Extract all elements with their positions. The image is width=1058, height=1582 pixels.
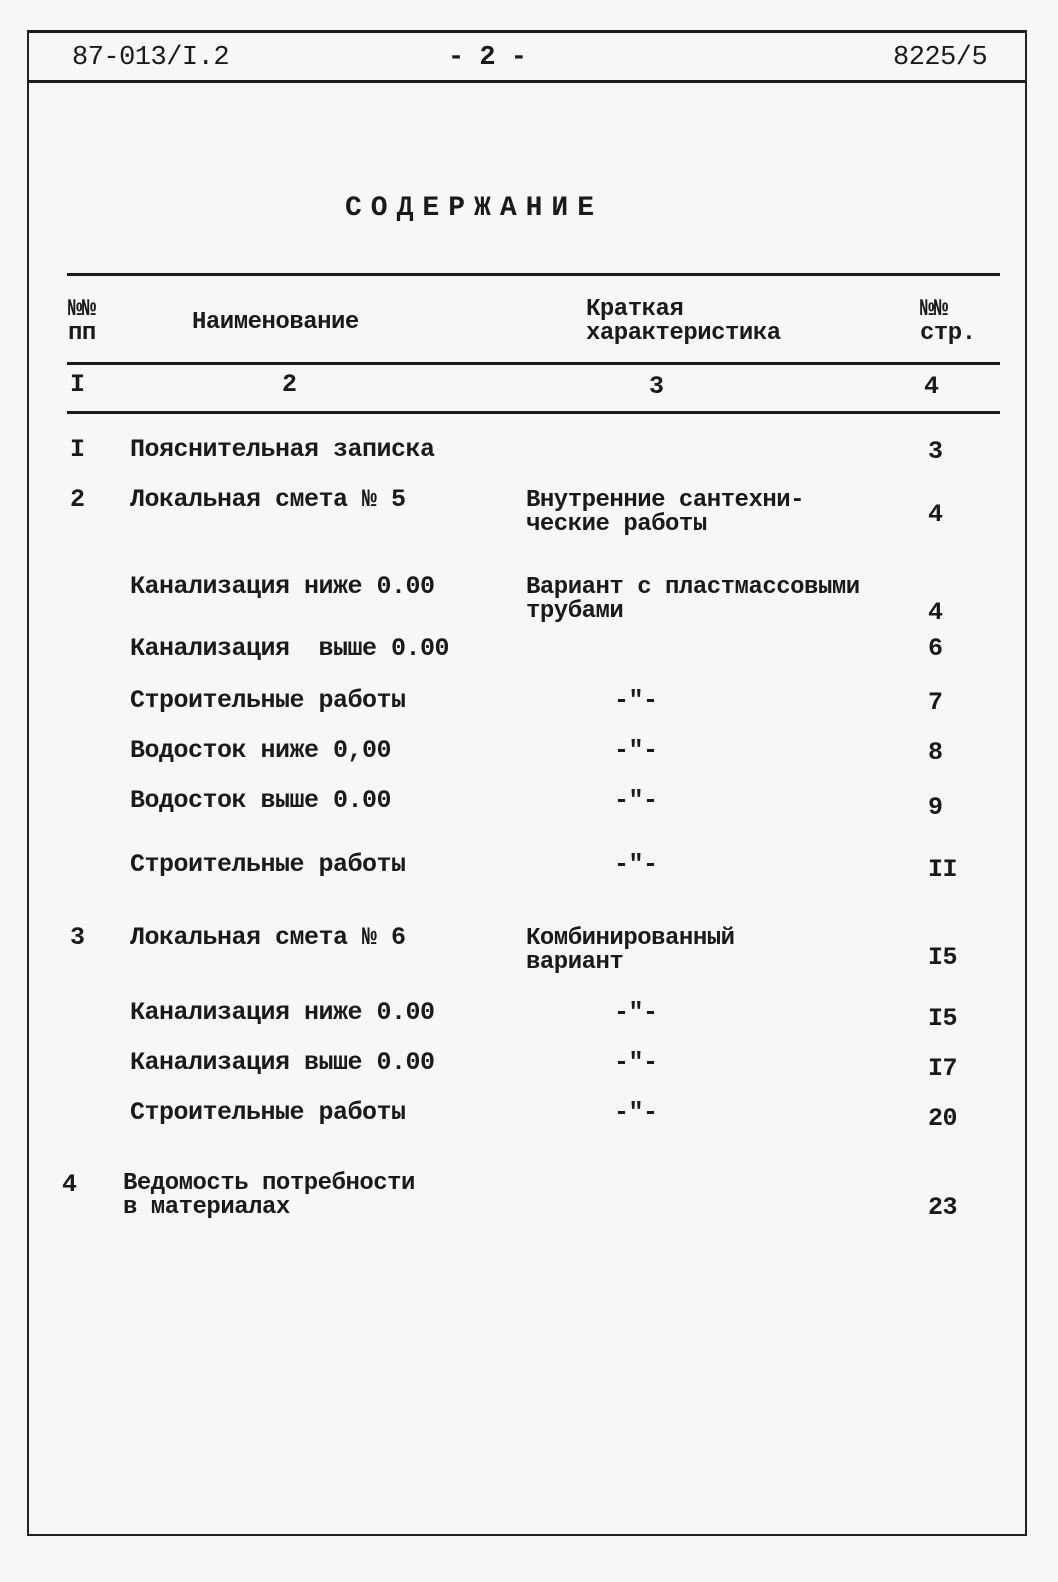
row-number: 2 <box>70 485 85 514</box>
row-page: I5 <box>928 943 958 972</box>
row-number: I <box>70 435 85 464</box>
row-name: Ведомость потребности в материалах <box>123 1170 415 1221</box>
row-description: -"- <box>614 686 658 715</box>
row-description: -"- <box>614 786 658 815</box>
row-description: Внутренние сантехни- ческие работы <box>526 487 805 538</box>
table-top-rule <box>67 273 1000 276</box>
row-page: 23 <box>928 1193 958 1222</box>
row-number: 4 <box>62 1170 77 1199</box>
row-name: Строительные работы <box>130 850 406 879</box>
doc-ref: 8225/5 <box>893 43 988 73</box>
row-name: Пояснительная записка <box>130 435 435 464</box>
row-number: 3 <box>70 923 85 952</box>
row-name: Строительные работы <box>130 1098 406 1127</box>
row-page: I5 <box>928 1004 958 1033</box>
top-rule <box>27 30 1025 33</box>
header-rule <box>27 80 1025 83</box>
column-header-page: №№ стр. <box>920 296 976 347</box>
row-description: -"- <box>614 998 658 1027</box>
row-name: Канализация ниже 0.00 <box>130 998 435 1027</box>
doc-code: 87-013/I.2 <box>72 43 230 73</box>
row-page: 8 <box>928 738 943 767</box>
row-page: 20 <box>928 1104 958 1133</box>
row-page: II <box>928 855 958 884</box>
row-name: Строительные работы <box>130 686 406 715</box>
row-page: 7 <box>928 688 943 717</box>
column-number-2: 2 <box>282 370 297 399</box>
table-numbers-rule <box>67 411 1000 414</box>
row-page: 3 <box>928 437 943 466</box>
row-page: 4 <box>928 598 943 627</box>
column-header-desc: Краткая характеристика <box>586 296 781 347</box>
column-number-1: I <box>70 370 85 399</box>
row-page: 9 <box>928 793 943 822</box>
row-description: Комбинированный вариант <box>526 925 735 976</box>
row-description: -"- <box>614 1098 658 1127</box>
page-frame <box>27 30 1027 1536</box>
row-description: -"- <box>614 850 658 879</box>
column-header-name: Наименование <box>192 309 359 336</box>
page-title: СОДЕРЖАНИЕ <box>345 193 604 224</box>
row-description: Вариант с пластмассовыми трубами <box>526 574 860 625</box>
table-header-rule <box>67 362 1000 365</box>
row-page: 6 <box>928 634 943 663</box>
row-description: -"- <box>614 736 658 765</box>
column-number-3: 3 <box>649 372 664 401</box>
row-description: -"- <box>614 1048 658 1077</box>
row-name: Канализация выше 0.00 <box>130 634 450 663</box>
page-number: - 2 - <box>448 43 527 73</box>
column-header-num: №№ пп <box>68 296 96 347</box>
column-number-4: 4 <box>924 372 939 401</box>
row-name: Канализация выше 0.00 <box>130 1048 435 1077</box>
row-name: Водосток ниже 0,00 <box>130 736 392 765</box>
row-name: Канализация ниже 0.00 <box>130 572 435 601</box>
row-page: 4 <box>928 500 943 529</box>
row-name: Локальная смета № 6 <box>130 923 406 952</box>
row-name: Локальная смета № 5 <box>130 485 406 514</box>
row-page: I7 <box>928 1054 958 1083</box>
row-name: Водосток выше 0.00 <box>130 786 392 815</box>
